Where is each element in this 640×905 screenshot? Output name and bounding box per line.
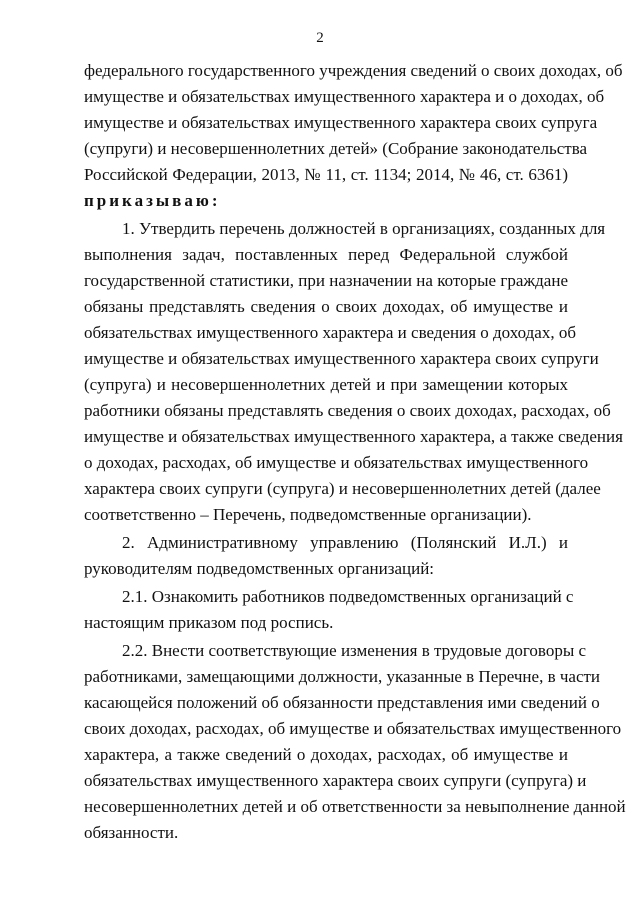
text-line: обязательствах имущественного характера и сведения о доходах, об [84, 323, 576, 342]
text-line: имуществе и обязательствах имущественного характера и о доходах, об [84, 87, 605, 106]
text-line: выполнения задач, поставленных перед Федеральной службой [84, 245, 568, 264]
text-line: настоящим приказом под роспись. [84, 613, 334, 632]
text-line: (супруги) и несовершеннолетних детей» (Собрание законодательства [84, 139, 588, 158]
text-line: своих доходах, расходах, об имуществе и обязательствах имущественного [84, 719, 622, 738]
text-line: 1. Утвердить перечень должностей в организациях, созданных для [122, 219, 606, 238]
text-line: федерального государственного учреждения сведений о своих доходах, об [84, 61, 623, 80]
text-line: о доходах, расходах, об имуществе и обязательствах имущественного [84, 453, 589, 472]
text-line: работниками, замещающими должности, указанные в Перечне, в части [84, 667, 601, 686]
text-line: обязаны представлять сведения о своих доходах, об имуществе и [84, 297, 568, 316]
text-line: работники обязаны представлять сведения о своих доходах, расходах, об [84, 401, 611, 420]
text-line: несовершеннолетних детей и об ответственности за невыполнение данной [84, 797, 626, 816]
page-number: 2 [316, 30, 324, 46]
text-line: Российской Федерации, 2013, № 11, ст. 1134; 2014, № 46, ст. 6361) [84, 165, 568, 184]
text-line: (супруга) и несовершеннолетних детей и при замещении которых [84, 375, 568, 394]
text-line: имуществе и обязательствах имущественного характера, а также сведения [84, 427, 623, 446]
text-line: 2. Административному управлению (Полянский И.Л.) и [122, 533, 568, 552]
text-line: характера, а также сведений о доходах, расходах, об имуществе и [84, 745, 568, 764]
text-line: государственной статистики, при назначении на которые граждане [84, 271, 568, 290]
text-line: имуществе и обязательствах имущественного характера своих супруга [84, 113, 598, 132]
text-line: имуществе и обязательствах имущественного характера своих супруги [84, 349, 599, 368]
text-line: характера своих супруги (супруга) и несовершеннолетних детей (далее [84, 479, 601, 498]
text-line: обязанности. [84, 823, 179, 842]
text-line: касающейся положений об обязанности представления ими сведений о [84, 693, 600, 712]
text-line: обязательствах имущественного характера своих супруги (супруга) и [84, 771, 587, 790]
text-line: 2.2. Внести соответствующие изменения в трудовые договоры с [122, 641, 587, 660]
text-line: руководителям подведомственных организаций: [84, 559, 435, 578]
text-line: 2.1. Ознакомить работников подведомственных организаций с [122, 587, 574, 606]
text-line: приказываю: [84, 191, 221, 210]
text-line: соответственно – Перечень, подведомственные организации). [84, 505, 532, 524]
